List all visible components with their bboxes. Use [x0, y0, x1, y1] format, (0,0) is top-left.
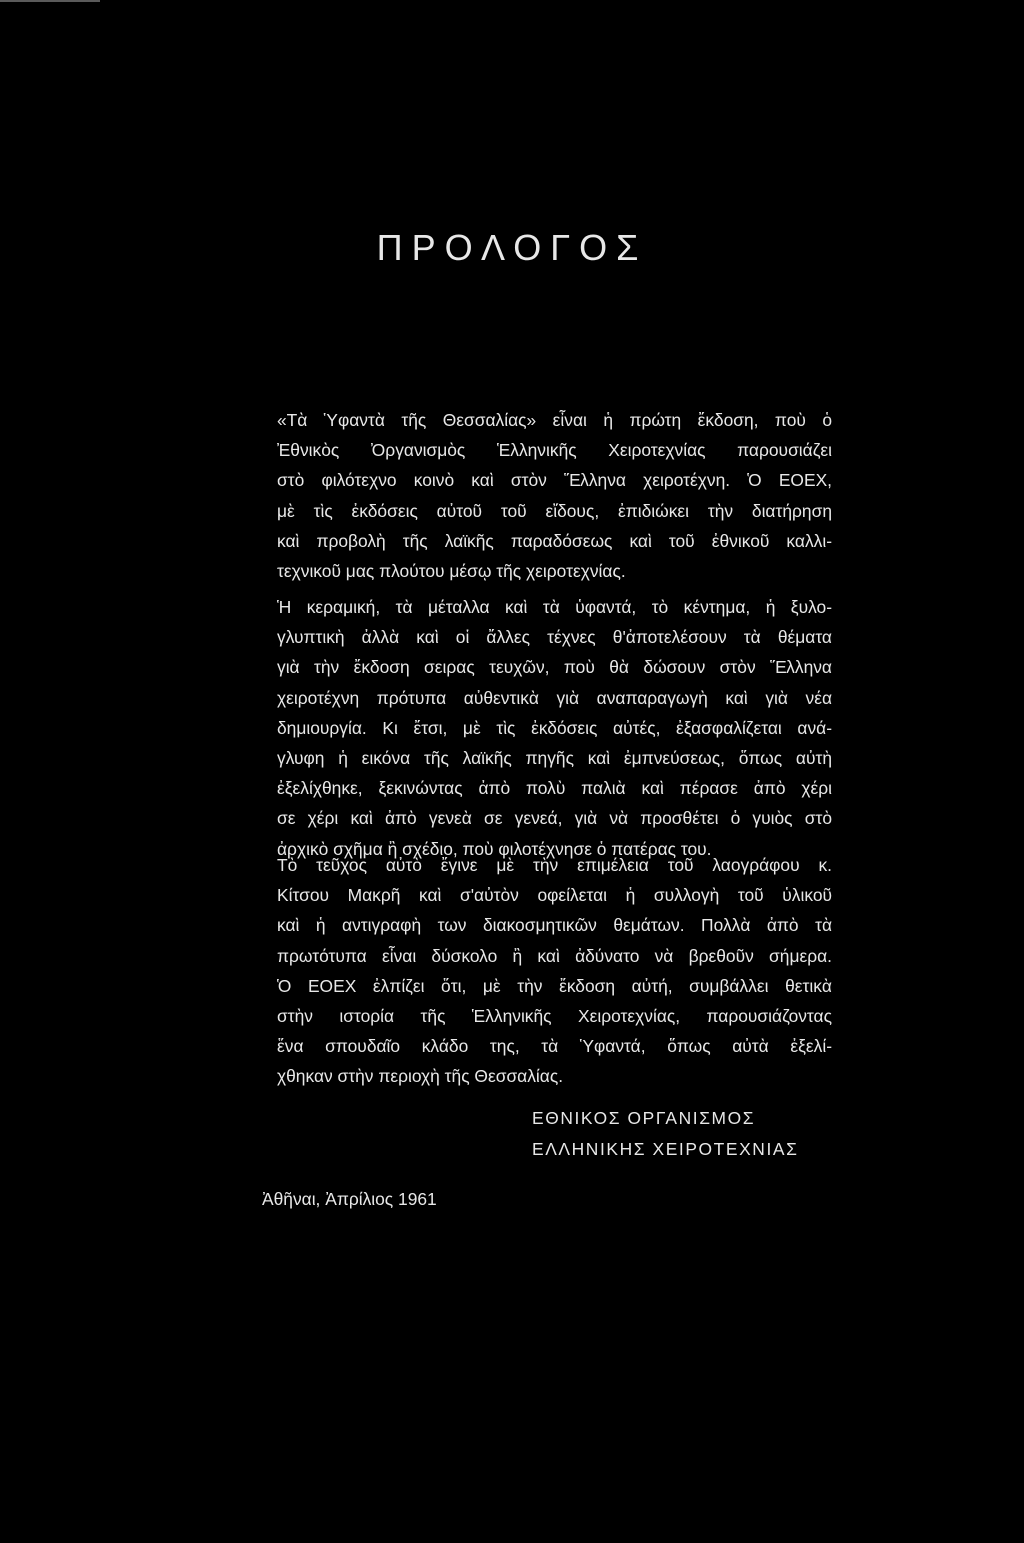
paragraph-2: [277, 592, 832, 864]
paragraph-line: χθηκαν στὴν περιοχὴ τῆς Θεσσαλίας.: [277, 1066, 564, 1087]
top-edge-rule: [0, 0, 100, 2]
dateline: Ἀθῆναι, Ἀπρίλιος 1961: [262, 1189, 437, 1209]
paragraph-line: πρωτότυπα εἶναι δύσκολο ἢ καὶ ἀδύνατο νὰ βρεθοῦν σήμερα.: [277, 945, 832, 966]
paragraph-line: καὶ ἡ αντιγραφὴ των διακοσμητικῶν θεμάτων. Πολλὰ ἀπὸ τὰ: [277, 915, 832, 936]
signature-line-1: ΕΘΝΙΚΟΣ ΟΡΓΑΝΙΣΜΟΣ: [532, 1108, 756, 1128]
paragraph-1: [277, 405, 832, 586]
signature-block: [532, 1103, 798, 1165]
paragraph-line: Ὁ ΕΟΕΧ ἐλπίζει ὅτι, μὲ τὴν ἔκδοση αὐτή, συμβάλλει θετικὰ: [277, 975, 832, 996]
paragraph-line: γλυπτικὴ ἀλλὰ καὶ οἱ ἄλλες τέχνες θ'ἀποτελέσουν τὰ θέματα: [277, 627, 832, 648]
paragraph-line: «Τὰ Ὑφαντὰ τῆς Θεσσαλίας» εἶναι ἡ πρώτη ἔκδοση, ποὺ ὁ: [277, 410, 832, 430]
signature-line-2: ΕΛΛΗΝΙΚΗΣ ΧΕΙΡΟΤΕΧΝΙΑΣ: [532, 1139, 799, 1159]
paragraph-line: Τὸ τεῦχος αὐτὸ ἔγινε μὲ τὴν επιμέλεια τοῦ λαογράφου κ.: [277, 855, 832, 875]
paragraph-line: ἕνα σπουδαῖο κλάδο της, τὰ Ὑφαντά, ὅπως αὐτὰ ἐξελί-: [277, 1036, 832, 1057]
paragraph-line: γλυφη ἡ εικόνα τῆς λαϊκῆς πηγῆς καὶ ἐμπνεύσεως, ὅπως αὐτὴ: [277, 748, 832, 769]
page-title: ΠΡΟΛΟΓΟΣ: [376, 227, 648, 268]
paragraph-line: σε χέρι καὶ ἀπὸ γενεὰ σε γενεά, γιὰ νὰ προσθέτει ὁ γυιὸς στὸ: [277, 808, 832, 829]
paragraph-line: μὲ τὶς ἐκδόσεις αὐτοῦ τοῦ εἴδους, ἐπιδιώκει τὴν διατήρηση: [277, 500, 832, 521]
paragraph-line: ἐξελίχθηκε, ξεκινώντας ἀπὸ πολὺ παλιὰ καὶ πέρασε ἀπὸ χέρι: [277, 778, 832, 799]
paragraph-line: στὴν ιστορία τῆς Ἑλληνικῆς Χειροτεχνίας, παρουσιάζοντας: [277, 1006, 832, 1027]
paragraph-line: τεχνικοῦ μας πλούτου μέσῳ τῆς χειροτεχνίας.: [277, 561, 626, 582]
paragraph-line: γιὰ τὴν ἔκδοση σειρας τευχῶν, ποὺ θὰ δώσουν στὸν Ἕλληνα: [277, 657, 832, 678]
paragraph-line: ἀρχικὸ σχῆμα ἢ σχέδιο, ποὺ φιλοτέχνησε ὁ πατέρας του.: [277, 838, 712, 859]
paragraph-line: δημιουργία. Κι ἔτσι, μὲ τὶς ἐκδόσεις αὐτές, ἐξασφαλίζεται ανά-: [277, 717, 832, 738]
paragraph-line: καὶ προβολὴ τῆς λαϊκῆς παραδόσεως καὶ τοῦ ἐθνικοῦ καλλι-: [277, 530, 832, 551]
paragraph-line: χειροτέχνη πρότυπα αὐθεντικὰ γιὰ αναπαραγωγὴ καὶ γιὰ νέα: [277, 687, 832, 708]
paragraph-line: Ἐθνικὸς Ὀργανισμὸς Ἑλληνικῆς Χειροτεχνίας παρουσιάζει: [277, 440, 832, 461]
paragraph-line: στὸ φιλότεχνο κοινὸ καὶ στὸν Ἕλληνα χειροτέχνη. Ὁ ΕΟΕΧ,: [277, 470, 832, 491]
paragraph-line: Ἡ κεραμική, τὰ μέταλλα καὶ τὰ ὑφαντά, τὸ κέντημα, ἡ ξυλο-: [277, 597, 832, 617]
paragraph-line: Κίτσου Μακρῆ καὶ σ'αὐτὸν οφείλεται ἡ συλλογὴ τοῦ ὑλικοῦ: [277, 885, 832, 906]
paragraph-3: [277, 850, 832, 1092]
